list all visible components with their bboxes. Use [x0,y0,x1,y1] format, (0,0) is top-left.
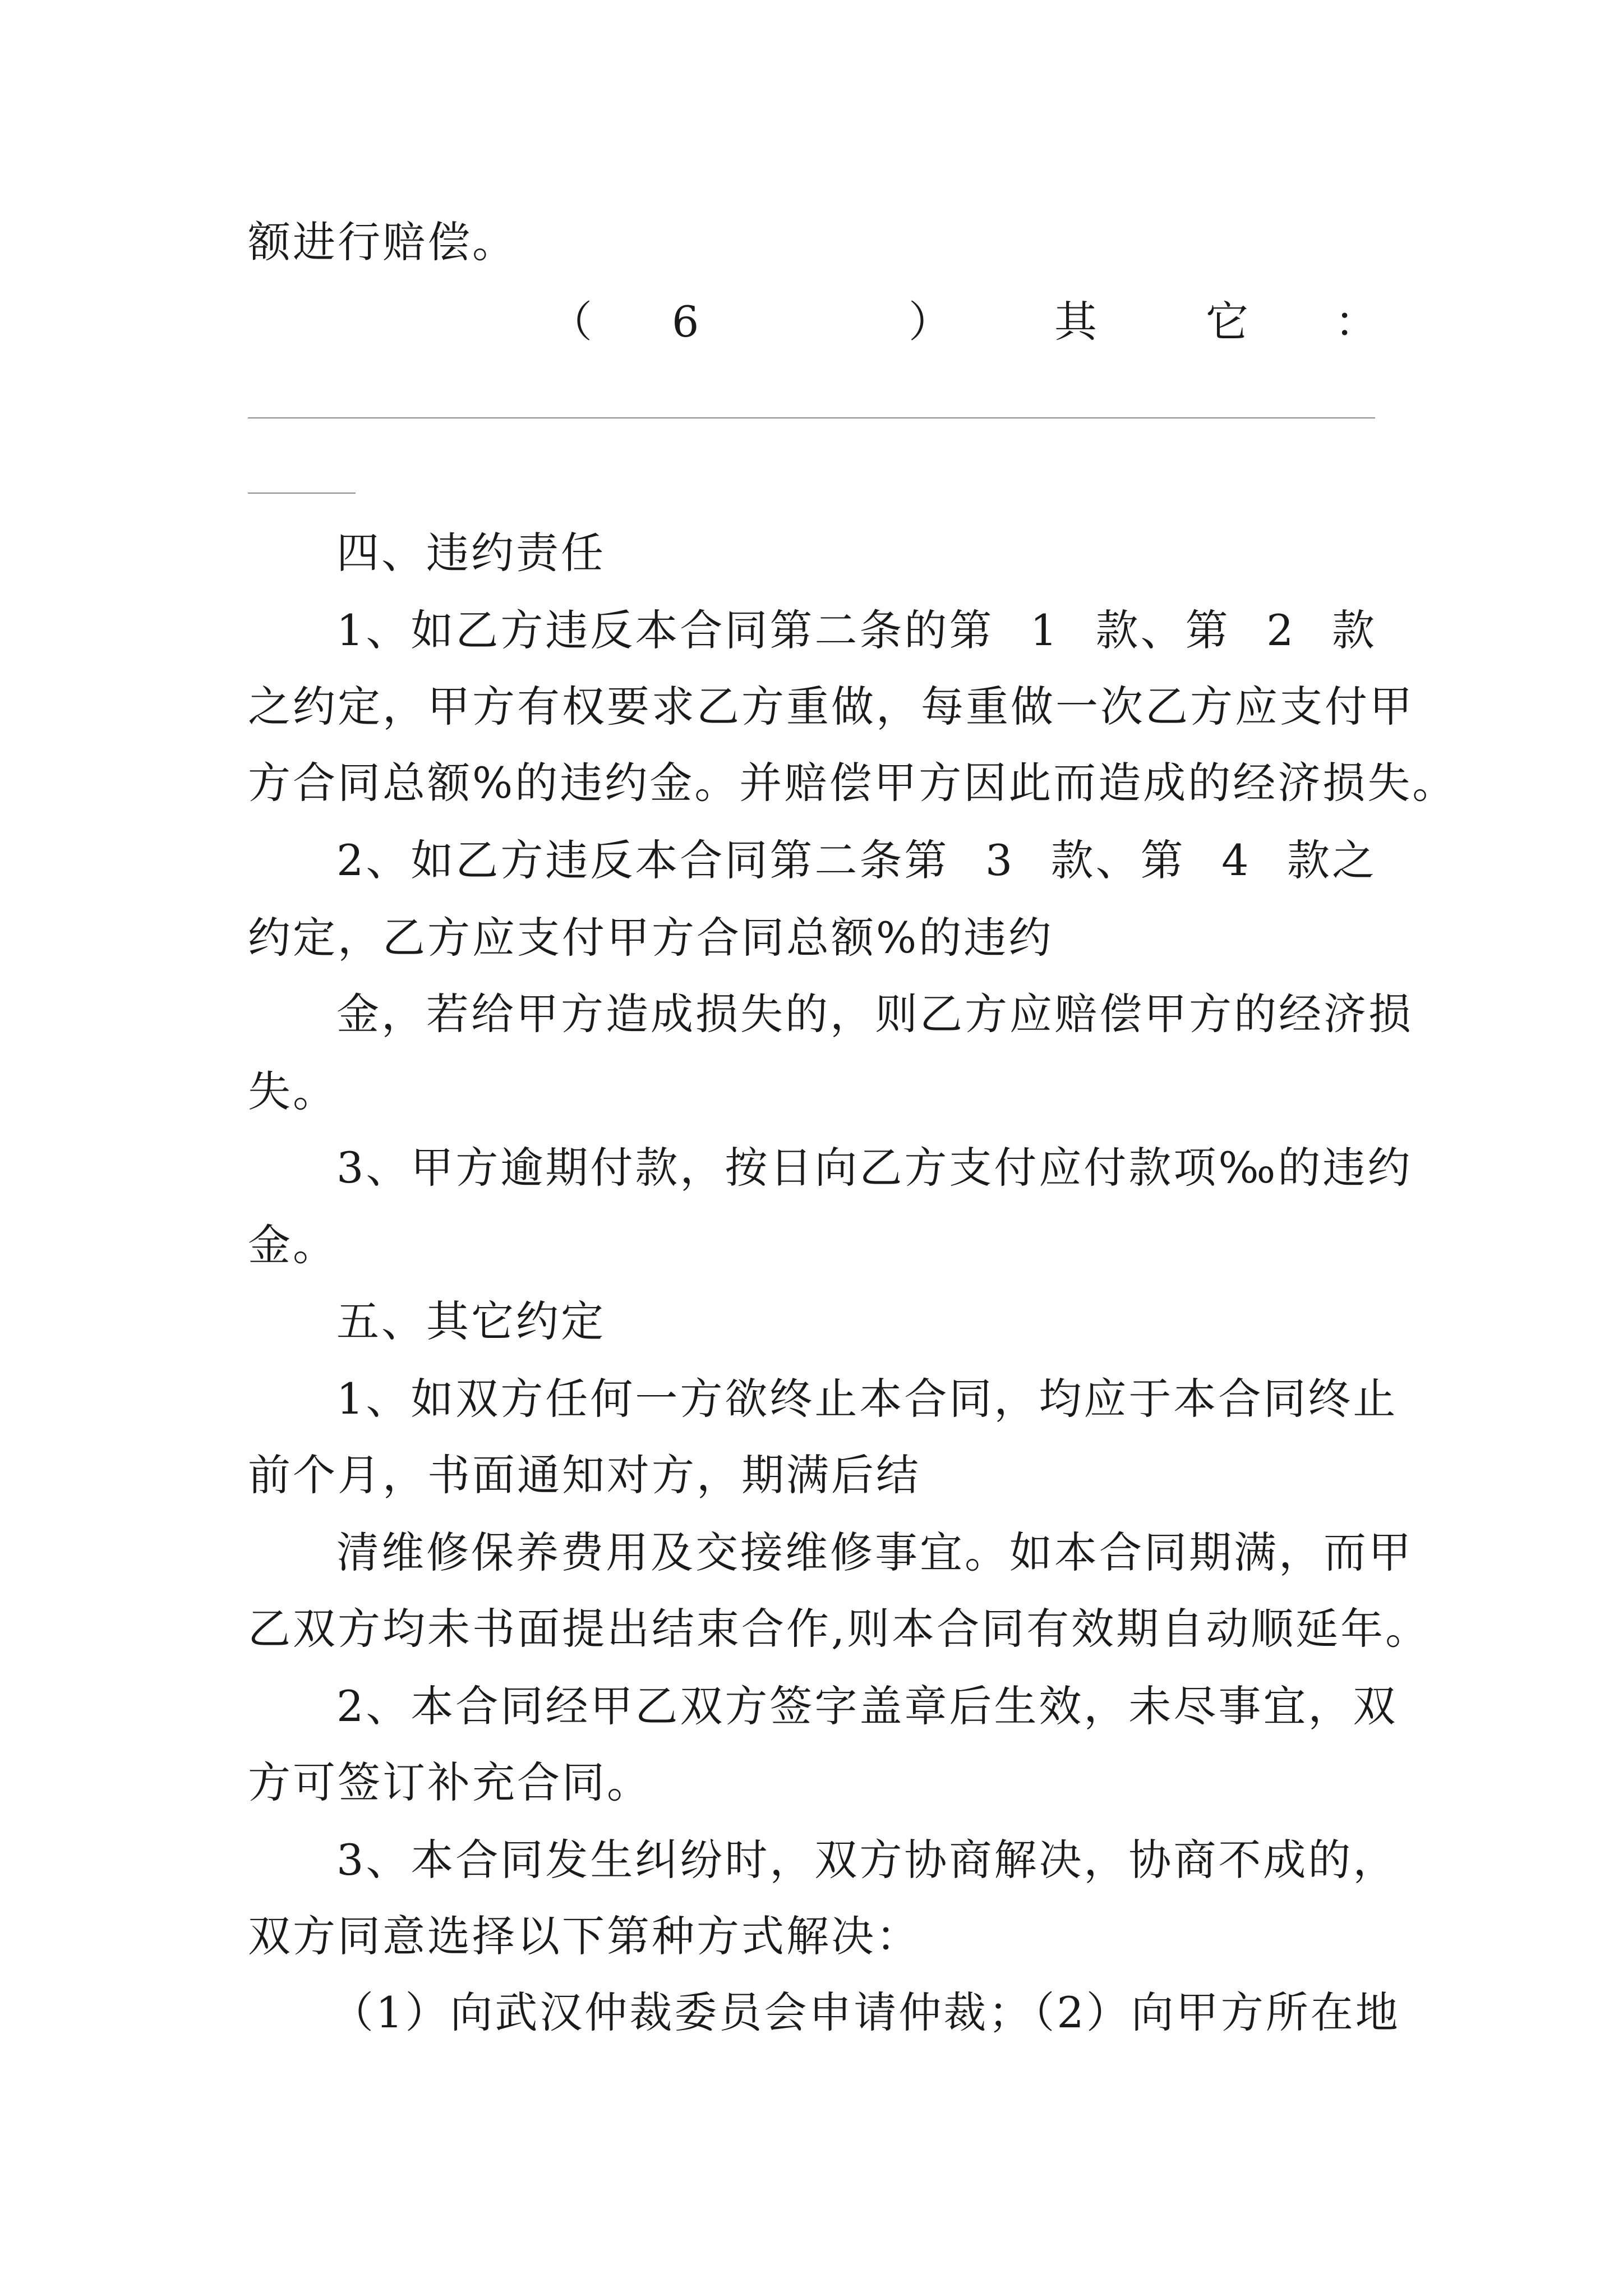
text-line: 1、如双方任何一方欲终止本合同，均应于本合同终止 [336,1374,1398,1424]
text-line: 金，若给甲方造成损失的，则乙方应赔偿甲方的经济损 [336,989,1413,1039]
text-line: 3、甲方逾期付款，按日向乙方支付应付款项‰的违约 [336,1143,1413,1193]
section-heading-liability: 四、违约责任 [336,528,606,578]
item-6-colon: ： [1335,297,1377,347]
clause-2-num-4: 4 [1221,835,1251,885]
text-line: 失。 [248,1066,338,1116]
item-6-number: 6 [672,297,699,347]
clause-1-num-1: 1 [1030,605,1060,655]
blank-fill-line [248,417,1375,418]
clause-2-num-3: 3 [985,835,1015,885]
clause-2-line-1 [336,835,1377,885]
text-line: 额进行赔偿。 [248,217,517,267]
text-line: 金。 [248,1220,338,1270]
item-6-label-char-1: 其 [1054,297,1097,347]
item-6-label-char-2: 它 [1206,297,1248,347]
item-6-open-paren: （ [550,297,592,347]
clause-1-text-c: 款、第 [1095,605,1230,655]
item-6-close-paren: ） [909,297,951,347]
clause-1-line-2: 之约定，甲方有权要求乙方重做，每重做一次乙方应支付甲 [248,682,1414,731]
clause-1-num-2: 2 [1266,605,1296,655]
clause-2-text-c: 款、第 [1050,835,1186,885]
clause-1-text-a: 1、如乙方违反本合同第二条的第 [336,605,994,655]
clause-1-line-1 [336,605,1377,655]
text-line: 前个月，书面通知对方，期满后结 [248,1450,921,1500]
clause-2-text-a: 2、如乙方违反本合同第二条第 [336,835,949,885]
text-line: 方合同总额%的违约金。并赔偿甲方因此而造成的经济损失。 [248,758,1458,808]
text-line: 约定，乙方应支付甲方合同总额%的违约 [248,913,1054,963]
text-line: （1）向武汉仲裁委员会申请仲裁；（2）向甲方所在地 [331,1987,1400,2037]
blank-fill-line-short [248,493,356,494]
text-line: 2、本合同经甲乙双方签字盖章后生效，未尽事宜，双 [336,1681,1398,1731]
text-line: 方可签订补充合同。 [248,1757,652,1807]
section-heading-other: 五、其它约定 [336,1296,606,1346]
clause-1-text-e: 款 [1331,605,1377,655]
text-line: 双方同意选择以下第种方式解决： [248,1911,921,1961]
text-line: 清维修保养费用及交接维修事宜。如本合同期满，而甲 [336,1527,1413,1577]
text-line: 3、本合同发生纠纷时，双方协商解决，协商不成的， [336,1835,1398,1885]
text-line: 乙双方均未书面提出结束合作,则本合同有效期自动顺延年。 [248,1604,1431,1654]
clause-2-text-e: 款之 [1287,835,1377,885]
